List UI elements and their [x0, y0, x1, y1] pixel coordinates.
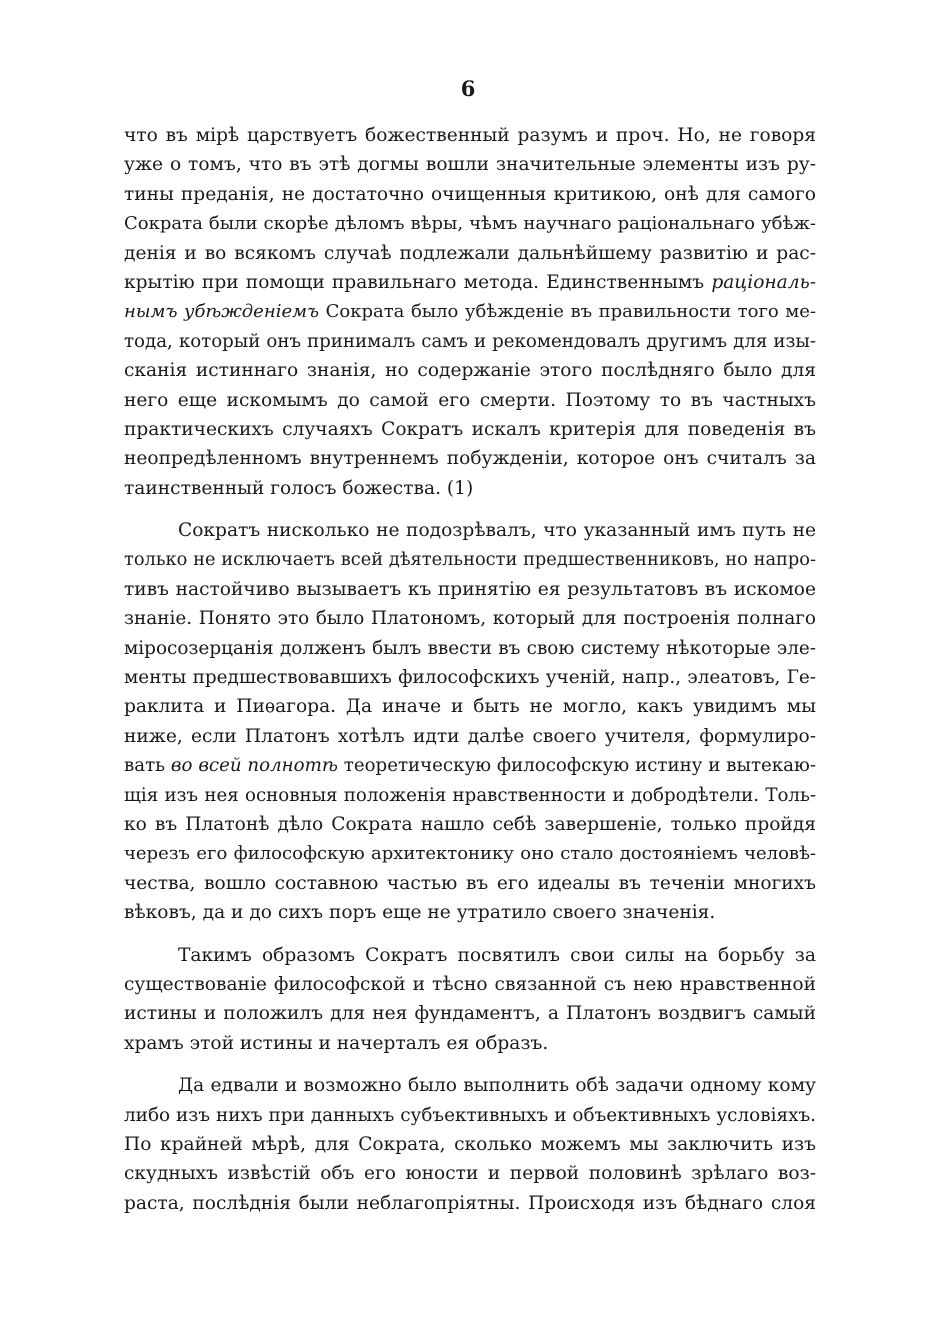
text-line: вѣковъ, да и до сихъ поръ еще не утратило своего значенія.	[124, 902, 716, 924]
text-line: истины и положилъ для нея фундаментъ, а Платонъ воздвигъ самый	[124, 1003, 816, 1025]
italic-phrase: убѣжденіемъ	[184, 301, 320, 323]
text-line: него еще искомымъ до самой его смерти. Поэтому то въ частныхъ	[124, 389, 816, 411]
text-line: раклита и Пиѳагора. Да иначе и быть не могло, какъ увидимъ мы	[124, 696, 816, 718]
text-line: ко въ Платонѣ дѣло Сократа нашло себѣ завершеніе, только пройдя	[124, 813, 816, 835]
text-line: уже о томъ, что въ этѣ догмы вошли значительные элементы изъ ру-	[124, 154, 816, 176]
text-line: только не исключаетъ всей дѣятельности предшественниковъ, но напро-	[124, 549, 816, 571]
text-line: неопредѣленномъ внутреннемъ побужденіи, которое онъ считалъ за	[124, 448, 816, 470]
text-line: тины преданія, не достаточно очищенныя критикою, онѣ для самого	[124, 183, 816, 205]
text-segment: крытію при помощи правильнаго метода. Единственнымъ	[124, 271, 705, 293]
italic-phrase: нымъ	[124, 301, 178, 323]
paragraph-3	[124, 941, 816, 1059]
text-line-mixed	[124, 297, 816, 326]
text-line: денія и во всякомъ случаѣ подлежали дальнѣйшему развитію и рас-	[124, 242, 816, 264]
italic-phrase: раціональ-	[711, 271, 816, 293]
text-line: таинственный голосъ божества. (1)	[124, 477, 474, 499]
text-line: практическихъ случаяхъ Сократъ искалъ критерія для поведенія въ	[124, 418, 816, 440]
text-line: Сократъ нисколько не подозрѣвалъ, что указанный имъ путь не	[178, 520, 816, 542]
text-line: существованіе философской и тѣсно связанной съ нею нравственной	[124, 973, 816, 995]
text-line: ниже, если Платонъ хотѣлъ идти далѣе своего учителя, формулиро-	[124, 725, 816, 747]
text-line: знаніе. Понято это было Платономъ, который для построенія полнаго	[124, 608, 816, 630]
text-line: скудныхъ извѣстій объ его юности и первой половинѣ зрѣлаго воз-	[124, 1163, 816, 1185]
paragraph-2	[124, 516, 816, 927]
body-text	[124, 121, 816, 1231]
paragraph-1	[124, 121, 816, 503]
text-line: Да едвали и возможно было выполнить обѣ задачи одному кому	[178, 1075, 816, 1097]
text-line: чества, вошло составною частью въ его идеалы въ теченіи многихъ	[124, 872, 816, 894]
text-line: Такимъ образомъ Сократъ посвятилъ свои силы на борьбу за	[178, 944, 816, 966]
text-segment: Сократа было убѣжденіе въ правильности того ме-	[325, 301, 816, 323]
text-segment: теоретическую философскую истину и вытекаю-	[343, 755, 816, 777]
text-line: либо изъ нихъ при данныхъ субъективныхъ и объективныхъ условіяхъ.	[124, 1104, 816, 1126]
text-line: менты предшествовавшихъ философскихъ ученій, напр., элеатовъ, Ге-	[124, 667, 816, 689]
text-line: міросозерцанія долженъ былъ ввести въ свою систему нѣкоторые эле-	[124, 637, 816, 659]
text-line: что въ мірѣ царствуетъ божественный разумъ и проч. Но, не говоря	[124, 125, 816, 146]
page-number: 6	[460, 76, 476, 101]
text-line: Сократа были скорѣе дѣломъ вѣры, чѣмъ научнаго раціональнаго убѣж-	[124, 213, 816, 235]
paragraph-4	[124, 1071, 816, 1218]
text-line: тода, который онъ принималъ самъ и рекомендовалъ другимъ для изы-	[124, 330, 816, 352]
text-segment: вать	[124, 755, 166, 777]
text-line: щія изъ нея основныя положенія нравственности и добродѣтели. Толь-	[124, 784, 816, 806]
text-line: сканія истиннаго знанія, но содержаніе этого послѣдняго было для	[124, 360, 816, 382]
text-line-mixed	[124, 751, 816, 780]
text-line: черезъ его философскую архитектонику оно стало достояніемъ человѣ-	[124, 843, 816, 865]
text-line: храмъ этой истины и начерталъ ея образъ.	[124, 1032, 549, 1054]
text-line-mixed	[124, 268, 816, 297]
text-line: По крайней мѣрѣ, для Сократа, сколько можемъ мы заключить изъ	[124, 1133, 816, 1155]
text-line: тивъ настойчиво вызываетъ къ принятію ея результатовъ въ искомое	[124, 578, 816, 600]
italic-phrase: во всей полнотѣ	[170, 755, 338, 777]
text-line: раста, послѣднія были неблагопріятны. Происходя изъ бѣднаго слоя	[124, 1192, 816, 1214]
